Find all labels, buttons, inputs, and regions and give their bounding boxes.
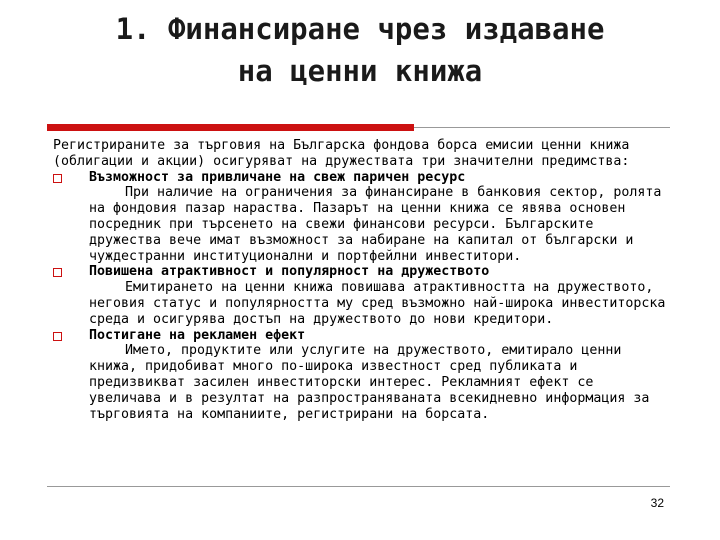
list-item — [53, 170, 673, 265]
slide-title-line-1: 1. Финансиране чрез издаване — [115, 12, 605, 46]
square-bullet-icon — [53, 268, 62, 277]
list-item-body: Името, продуктите или услугите на дружеството, емитирало ценни книжа, придобиват много по-широка известност сред публиката и предизвикват засилен инвеститорски интерес. Рекламният ефект се увеличава и в резултат на разпространяваната всекидневно информация за търговията на компаниите, регистрирани на борсата. — [89, 343, 650, 422]
list-item — [53, 328, 673, 423]
square-bullet-icon — [53, 332, 62, 341]
slide-title-line-2: на ценни книжа — [237, 54, 483, 88]
list-item-title: Повишена атрактивност и популярност на дружеството — [89, 264, 490, 280]
list-item-body: Емитирането на ценни книжа повишава атрактивността на дружеството, неговия статус и популярността му сред възможно най-широка инвеститорска среда и осигурява достъп на дружеството до нови кредитори. — [89, 280, 666, 327]
slide-title — [30, 8, 690, 92]
title-accent-bar — [47, 124, 414, 131]
list-item-body: При наличие на ограничения за финансиране в банковия сектор, ролята на фондовия пазар нараства. Пазарът на ценни книжа се явява основен посредник при търсенето на свежи финансови ресурси. Българските дружества вече имат възможност за набиране на капитал от български и чуждестранни институционални и портфейлни инвеститори. — [89, 185, 662, 264]
page-number: 32 — [650, 496, 664, 510]
footer-divider-line — [47, 486, 670, 487]
list-item — [53, 264, 673, 327]
intro-text: Регистрираните за търговия на Българска фондова борса емисии ценни книжа (облигации и акции) осигуряват на дружествата три значителни предимства: — [53, 138, 630, 169]
list-item-title: Постигане на рекламен ефект — [89, 327, 306, 343]
slide-content — [53, 138, 673, 422]
intro-paragraph — [53, 138, 673, 170]
list-item-title: Възможност за привличане на свеж паричен ресурс — [89, 169, 466, 185]
square-bullet-icon — [53, 174, 62, 183]
